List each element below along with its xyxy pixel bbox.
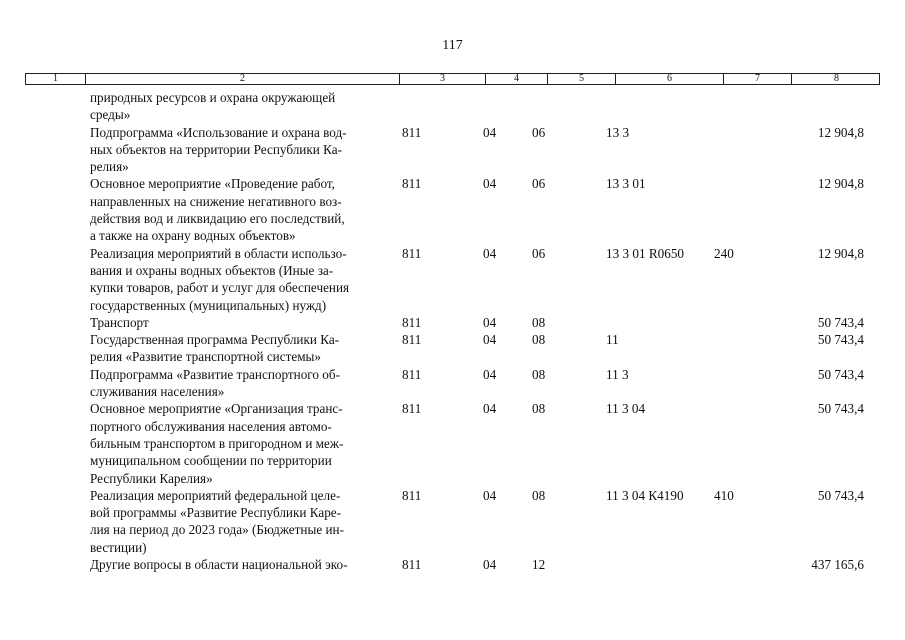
ministry-code: 811	[402, 245, 422, 261]
target-article-code: 11	[606, 332, 619, 348]
target-article-code: 11 3	[606, 366, 629, 382]
description-line: Реализация мероприятий федеральной целе-	[90, 487, 341, 503]
description-line: действия вод и ликвидацию его последствий,	[90, 211, 345, 227]
description-line: а также на охрану водных объектов»	[90, 228, 296, 244]
description-line: Транспорт	[90, 314, 149, 330]
expense-type-code: 240	[714, 245, 734, 261]
expense-type-code	[714, 175, 778, 244]
section-code: 04	[483, 245, 497, 261]
section-code: 04	[483, 401, 497, 417]
row-description	[90, 556, 386, 573]
row-description	[90, 89, 386, 124]
section-code: 04	[483, 557, 497, 573]
expense-type-code	[714, 124, 778, 176]
row-description	[90, 487, 386, 556]
subsection-code: 08	[532, 332, 546, 348]
amount: 12 904,8	[817, 176, 864, 192]
expense-type-code	[714, 556, 778, 573]
table-row	[90, 400, 880, 486]
row-description	[90, 175, 386, 244]
description-line: релия»	[90, 159, 129, 175]
amount: 50 743,4	[817, 401, 864, 417]
description-line: ных объектов на территории Республики Ка-	[90, 141, 342, 157]
column-header-2: 2	[86, 74, 400, 84]
section-code: 04	[483, 314, 497, 330]
ministry-code: 811	[402, 176, 422, 192]
expense-type-code	[714, 366, 778, 401]
subsection-code: 06	[532, 176, 546, 192]
description-line: Подпрограмма «Развитие транспортного об-	[90, 366, 340, 382]
column-header-7: 7	[724, 74, 792, 84]
row-description	[90, 245, 386, 314]
ministry-code	[386, 89, 474, 124]
description-line: муниципальном сообщении по территории	[90, 453, 332, 469]
amount: 50 743,4	[817, 366, 864, 382]
table-row	[90, 366, 880, 401]
description-line: бильным транспортом в пригородном и меж-	[90, 435, 344, 451]
subsection-code	[532, 89, 604, 124]
column-header-6: 6	[616, 74, 724, 84]
description-line: Другие вопросы в области национальной эко-	[90, 557, 348, 573]
ministry-code: 811	[402, 401, 422, 417]
amount: 50 743,4	[817, 314, 864, 330]
subsection-code: 08	[532, 401, 546, 417]
column-header-3: 3	[400, 74, 486, 84]
row-description	[90, 314, 386, 331]
description-line: вой программы «Развитие Республики Каре-	[90, 505, 342, 521]
amount: 50 743,4	[817, 332, 864, 348]
section-code	[474, 89, 532, 124]
ministry-code: 811	[402, 124, 422, 140]
page-number: 117	[442, 38, 463, 53]
amount: 50 743,4	[817, 487, 864, 503]
column-header-4: 4	[486, 74, 548, 84]
description-line: лия на период до 2023 года» (Бюджетные ин-	[90, 522, 344, 538]
table-header	[25, 73, 880, 85]
subsection-code: 08	[532, 314, 546, 330]
subsection-code: 12	[532, 557, 546, 573]
ministry-code: 811	[402, 332, 422, 348]
table-row	[90, 314, 880, 331]
row-description	[90, 124, 386, 176]
description-line: Подпрограмма «Использование и охрана вод-	[90, 124, 347, 140]
amount	[778, 89, 880, 124]
description-line: служивания населения»	[90, 384, 225, 400]
expense-type-code	[714, 314, 778, 331]
description-line: Основное мероприятие «Проведение работ,	[90, 176, 335, 192]
table-row	[90, 331, 880, 366]
description-line: природных ресурсов и охрана окружающей	[90, 90, 336, 105]
amount: 12 904,8	[817, 124, 864, 140]
table-row	[90, 175, 880, 244]
table-row	[90, 124, 880, 176]
target-article-code	[604, 556, 714, 573]
column-header-8: 8	[834, 73, 839, 84]
subsection-code: 08	[532, 366, 546, 382]
table-row	[90, 245, 880, 314]
row-description	[90, 366, 386, 401]
row-description	[90, 400, 386, 486]
description-line: Основное мероприятие «Организация транс-	[90, 401, 343, 417]
ministry-code: 811	[402, 366, 422, 382]
ministry-code: 811	[402, 487, 422, 503]
description-line: вестиции)	[90, 539, 147, 555]
subsection-code: 06	[532, 245, 546, 261]
description-line: направленных на снижение негативного воз-	[90, 193, 342, 209]
target-article-code: 13 3 01	[606, 176, 646, 192]
target-article-code: 11 3 04 К4190	[606, 487, 684, 503]
target-article-code: 13 3 01 R0650	[606, 245, 685, 261]
description-line: среды»	[90, 107, 131, 123]
column-header-5: 5	[548, 74, 616, 84]
ministry-code: 811	[402, 557, 422, 573]
expense-type-code	[714, 331, 778, 366]
description-line: портного обслуживания населения автомо-	[90, 418, 332, 434]
expense-type-code	[714, 89, 778, 124]
row-description	[90, 331, 386, 366]
description-line: Реализация мероприятий в области использо-	[90, 245, 347, 261]
expense-type-code: 410	[714, 487, 734, 503]
target-article-code	[604, 314, 714, 331]
description-line: Государственная программа Республики Ка-	[90, 332, 340, 348]
section-code: 04	[483, 124, 497, 140]
amount: 437 165,6	[811, 557, 864, 573]
target-article-code: 13 3	[606, 124, 630, 140]
target-article-code	[604, 89, 714, 124]
section-code: 04	[483, 332, 497, 348]
description-line: вания и охраны водных объектов (Иные за-	[90, 262, 334, 278]
section-code: 04	[483, 366, 497, 382]
section-code: 04	[483, 487, 497, 503]
table-row	[90, 487, 880, 556]
table-row	[90, 89, 880, 124]
target-article-code: 11 3 04	[606, 401, 646, 417]
table-body	[90, 89, 880, 573]
column-header-1: 1	[26, 74, 86, 84]
subsection-code: 06	[532, 124, 546, 140]
section-code: 04	[483, 176, 497, 192]
amount: 12 904,8	[817, 245, 864, 261]
description-line: купки товаров, работ и услуг для обеспечения	[90, 280, 350, 296]
description-line: Республики Карелия»	[90, 470, 213, 486]
description-line: государственных (муниципальных) нужд)	[90, 297, 327, 313]
ministry-code: 811	[402, 314, 422, 330]
description-line: релия «Развитие транспортной системы»	[90, 349, 321, 365]
expense-type-code	[714, 400, 778, 486]
table-row	[90, 556, 880, 573]
subsection-code: 08	[532, 487, 546, 503]
